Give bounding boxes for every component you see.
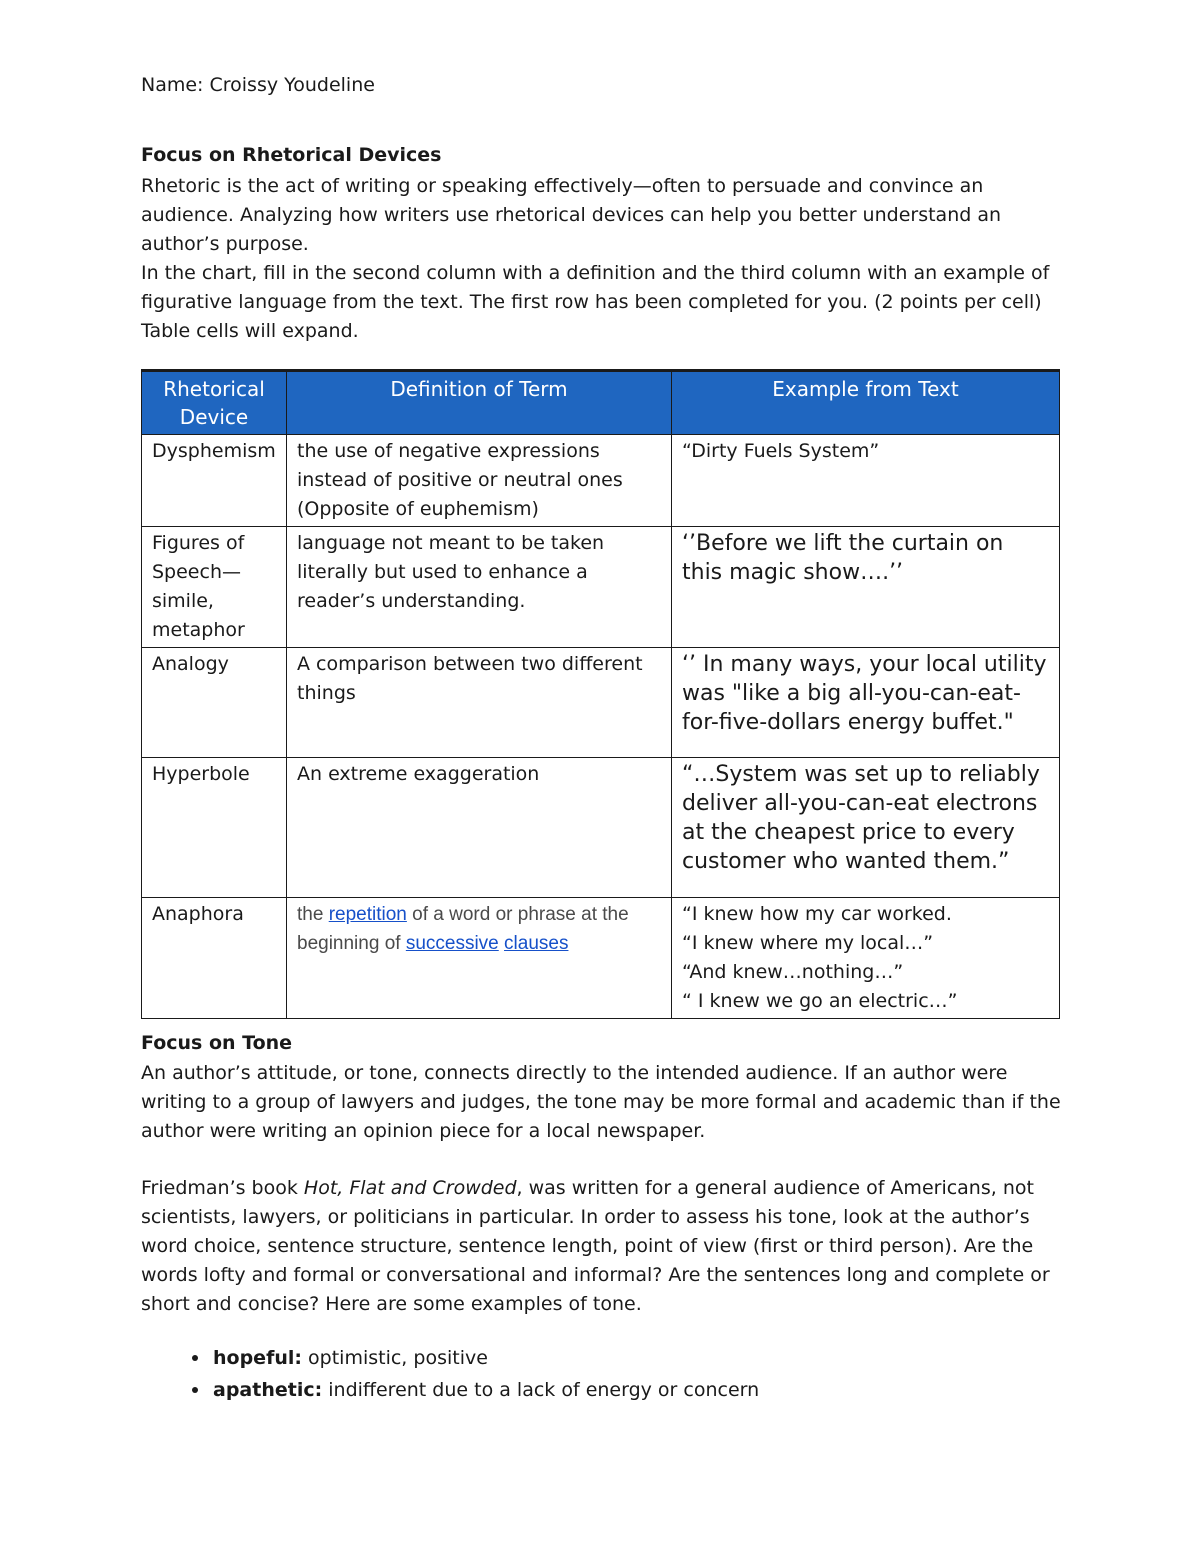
rhetorical-devices-intro <box>141 172 1061 346</box>
example-line: “I knew where my local…” <box>682 932 934 954</box>
tone-heading: Focus on Tone <box>141 1032 293 1054</box>
definition-cell[interactable]: language not meant to be taken literally but used to enhance a reader’s understanding. <box>287 527 672 648</box>
tone-paragraph-2 <box>141 1174 1061 1319</box>
repetition-link[interactable]: repetition <box>328 904 407 925</box>
tone-book-text <box>141 1174 1061 1319</box>
para-text: , was written for a general audience of Americans, not scientists, lawyers, or politicians in particular. In order to assess his tone, look at the author’s word choice, sentence structure, sentence length, point of view (first or third person). Are the words lofty and formal or conversational and informal? Are the sentences long and complete or short and concise? Here are some examples of tone. <box>141 1177 1050 1315</box>
device-cell: Hyperbole <box>142 758 287 898</box>
table-row <box>142 648 1060 758</box>
example-cell[interactable]: ‘’Before we lift the curtain on this magic show….’’ <box>672 527 1060 648</box>
instructions-paragraph: In the chart, fill in the second column with a definition and the third column with an example of figurative language from the text. The first row has been completed for you. (2 points per cell) Table cells will expand. <box>141 262 1050 342</box>
definition-cell[interactable]: A comparison between two different things <box>287 648 672 758</box>
para-text: Friedman’s book <box>141 1177 304 1199</box>
definition-text: of a word or phrase at the beginning of <box>297 904 629 954</box>
definition-cell[interactable]: the use of negative expressions instead of positive or neutral ones (Opposite of euphemism) <box>287 435 672 527</box>
tone-definition: indifferent due to a lack of energy or concern <box>322 1379 760 1401</box>
device-cell: Analogy <box>142 648 287 758</box>
rhetorical-devices-table <box>141 369 1060 1019</box>
device-cell: Dysphemism <box>142 435 287 527</box>
definition-cell[interactable]: An extreme exaggeration <box>287 758 672 898</box>
list-item <box>211 1342 1111 1374</box>
tone-term: hopeful: <box>213 1347 302 1369</box>
example-cell[interactable]: ‘’ In many ways, your local utility was "like a big all-you-can-eat-for-five-dollars energy buffet." <box>672 648 1060 758</box>
book-title: Hot, Flat and Crowded <box>303 1177 517 1199</box>
definition-cell[interactable] <box>287 898 672 1019</box>
table-row <box>142 527 1060 648</box>
device-cell: Anaphora <box>142 898 287 1019</box>
tone-paragraph-1 <box>141 1059 1061 1146</box>
example-line: “ I knew we go an electric…” <box>682 990 958 1012</box>
table-header-row <box>142 371 1060 435</box>
intro-paragraph: Rhetoric is the act of writing or speaking effectively—often to persuade and convince an audience. Analyzing how writers use rhetorical devices can help you better understand an author’s purpose. <box>141 175 1002 255</box>
tone-intro-text: An author’s attitude, or tone, connects directly to the intended audience. If an author were writing to a group of lawyers and judges, the tone may be more formal and academic than if the author were writing an opinion piece for a local newspaper. <box>141 1062 1061 1142</box>
header-definition: Definition of Term <box>287 371 672 435</box>
successive-link[interactable]: successive <box>405 933 499 954</box>
header-rhetorical-device: Rhetorical Device <box>142 371 287 435</box>
list-item <box>211 1374 1111 1406</box>
header-example: Example from Text <box>672 371 1060 435</box>
device-cell: Figures of Speech—simile, metaphor <box>142 527 287 648</box>
clauses-link[interactable]: clauses <box>504 933 569 954</box>
example-cell[interactable]: “…System was set up to reliably deliver all-you-can-eat electrons at the cheapest price to every customer who wanted them.” <box>672 758 1060 898</box>
definition-text: the <box>297 904 329 925</box>
table-row <box>142 435 1060 527</box>
table-row <box>142 898 1060 1019</box>
example-cell[interactable]: “Dirty Fuels System” <box>672 435 1060 527</box>
tone-term: apathetic: <box>213 1379 323 1401</box>
example-cell[interactable] <box>672 898 1060 1019</box>
tone-definition: optimistic, positive <box>301 1347 488 1369</box>
student-name-line: Name: Croissy Youdeline <box>141 74 375 96</box>
rhetorical-devices-heading: Focus on Rhetorical Devices <box>141 144 442 166</box>
example-line: “I knew how my car worked. <box>682 903 952 925</box>
table-row <box>142 758 1060 898</box>
example-line: “And knew…nothing…” <box>682 961 904 983</box>
tone-examples-list <box>141 1342 1111 1406</box>
